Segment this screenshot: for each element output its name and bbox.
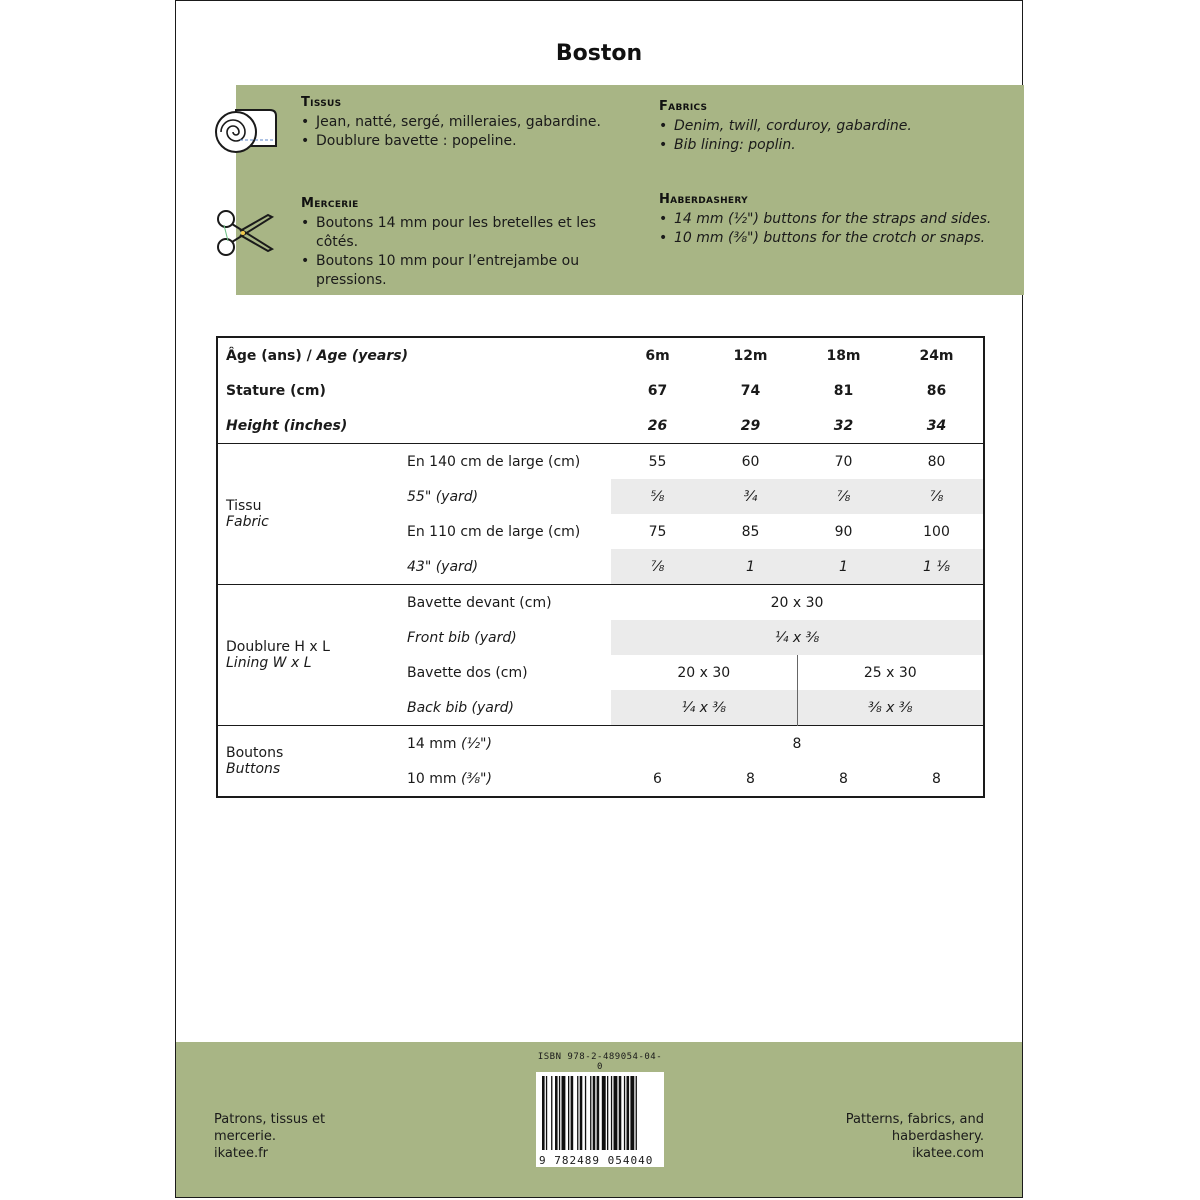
height-value: 32 — [833, 417, 854, 434]
cell-value: ¾ — [704, 479, 797, 514]
table-row — [217, 726, 984, 762]
barcode-bar — [614, 1076, 618, 1150]
page-title: Boston — [555, 41, 643, 66]
barcode-bar — [551, 1076, 552, 1150]
stature-label: Stature (cm) — [226, 382, 326, 399]
cell-value: 70 — [834, 453, 853, 470]
barcode-bar — [577, 1076, 578, 1150]
barcode-bar — [607, 1076, 608, 1150]
row-label: 10 mm (⅜") — [407, 770, 492, 787]
stature-value: 67 — [647, 382, 668, 399]
cell-value: ¼ x ⅜ — [611, 620, 984, 655]
cell-value: 60 — [741, 453, 760, 470]
lining-group-label: Doublure H x L Lining W x L — [226, 639, 330, 671]
cell-value: ¼ x ⅜ — [611, 690, 797, 726]
size-chart-table — [216, 336, 985, 798]
row-label: En 140 cm de large (cm) — [407, 453, 581, 470]
barcode-bar — [562, 1076, 566, 1150]
barcode-bar — [636, 1076, 637, 1150]
cell-value: ⅞ — [611, 549, 704, 585]
barcode-bar — [627, 1076, 630, 1150]
height-value: 26 — [647, 417, 668, 434]
list-item: • 14 mm (½") buttons for the straps and sides. — [659, 210, 999, 229]
row-label: Front bib (yard) — [407, 629, 517, 646]
barcode-bar — [602, 1076, 606, 1150]
cell-value: 20 x 30 — [770, 594, 824, 611]
fabric-roll-icon — [214, 106, 278, 158]
barcode-bar — [619, 1076, 622, 1150]
table-row — [217, 337, 984, 373]
barcode-bar — [555, 1076, 558, 1150]
age-label: Âge (ans) / Age (years) — [226, 347, 408, 364]
isbn-text: ISBN 978-2-489054-04-0 — [537, 1052, 663, 1072]
list-item: • Jean, natté, sergé, milleraies, gabardine. — [301, 113, 631, 132]
cell-value: 55 — [648, 453, 667, 470]
cell-value: 8 — [746, 770, 755, 787]
row-label: 43" (yard) — [407, 558, 479, 575]
list-item: • Bib lining: poplin. — [659, 136, 989, 155]
row-label: En 110 cm de large (cm) — [407, 523, 581, 540]
row-label: Bavette dos (cm) — [407, 664, 528, 681]
table-row — [217, 444, 984, 480]
barcode-bar — [624, 1076, 625, 1150]
haberdashery-fr-heading: Mercerie — [301, 196, 359, 211]
cell-value: 1 ⅛ — [890, 549, 984, 585]
barcode-bar — [590, 1076, 591, 1150]
cell-value: 80 — [927, 453, 946, 470]
row-label: Back bib (yard) — [407, 699, 514, 716]
row-label: Bavette devant (cm) — [407, 594, 552, 611]
fabrics-fr-list — [301, 113, 631, 151]
age-18m: 18m — [826, 347, 861, 364]
height-label: Height (inches) — [226, 417, 348, 434]
cell-value: ⅝ — [611, 479, 704, 514]
footer-right-text: Patterns, fabrics, and haberdashery. ikatee.com — [845, 1112, 984, 1161]
cell-value: 25 x 30 — [863, 664, 917, 681]
barcode-bars-icon — [536, 1072, 664, 1154]
cell-value: ⅜ x ⅜ — [797, 690, 984, 726]
cell-value: 8 — [932, 770, 941, 787]
table-row — [217, 408, 984, 444]
footer-left-text: Patrons, tissus et mercerie. ikatee.fr — [214, 1112, 326, 1161]
table-row — [217, 585, 984, 621]
cell-value: 1 — [704, 549, 797, 585]
cell-value: 100 — [923, 523, 950, 540]
barcode-bar — [571, 1076, 574, 1150]
barcode-bar — [611, 1076, 612, 1150]
row-label: 14 mm (½") — [407, 735, 492, 752]
age-12m: 12m — [733, 347, 768, 364]
barcode-bar — [630, 1076, 634, 1150]
age-6m: 6m — [645, 347, 670, 364]
buttons-group-label: Boutons Buttons — [226, 745, 284, 777]
footer-band — [176, 1042, 1022, 1197]
haberdashery-en-list — [659, 210, 999, 248]
barcode-bar — [546, 1076, 547, 1150]
cell-value: 1 — [797, 549, 890, 585]
fabric-group-label: Tissu Fabric — [226, 498, 269, 530]
scissors-icon — [216, 209, 276, 257]
barcode-bar — [597, 1076, 600, 1150]
cell-value: ⅞ — [890, 479, 984, 514]
pattern-back-cover — [175, 0, 1023, 1198]
isbn-barcode — [536, 1052, 664, 1172]
fabrics-fr-heading: Tissus — [301, 95, 342, 110]
haberdashery-fr-list — [301, 214, 631, 290]
list-item: • Boutons 10 mm pour l’entrejambe ou pressions. — [301, 252, 631, 290]
barcode-bar — [542, 1076, 545, 1150]
stature-value: 81 — [833, 382, 854, 399]
cell-value: 8 — [839, 770, 848, 787]
cell-value: 8 — [792, 735, 802, 752]
cell-value: 85 — [741, 523, 760, 540]
barcode-bar — [559, 1076, 560, 1150]
barcode-bar — [593, 1076, 596, 1150]
barcode-bar — [568, 1076, 569, 1150]
list-item: • Denim, twill, corduroy, gabardine. — [659, 117, 989, 136]
height-value: 29 — [740, 417, 761, 434]
barcode-bar — [580, 1076, 583, 1150]
cell-value: 6 — [653, 770, 662, 787]
list-item: • 10 mm (⅜") buttons for the crotch or snaps. — [659, 229, 999, 248]
barcode-bar — [585, 1076, 586, 1150]
haberdashery-en-heading: Haberdashery — [659, 192, 748, 207]
fabrics-en-heading: Fabrics — [659, 99, 708, 114]
stature-value: 74 — [740, 382, 761, 399]
isbn-digits: 9 782489 054040 — [536, 1154, 664, 1167]
cell-value: 75 — [648, 523, 667, 540]
cell-value: 90 — [834, 523, 853, 540]
list-item: • Boutons 14 mm pour les bretelles et les côtés. — [301, 214, 631, 252]
cell-value: 20 x 30 — [611, 655, 797, 690]
fabrics-en-list — [659, 117, 989, 155]
table-row — [217, 373, 984, 408]
age-24m: 24m — [919, 347, 954, 364]
cell-value: ⅞ — [797, 479, 890, 514]
row-label: 55" (yard) — [407, 488, 479, 505]
height-value: 34 — [926, 417, 947, 434]
stature-value: 86 — [926, 382, 947, 399]
list-item: • Doublure bavette : popeline. — [301, 132, 631, 151]
